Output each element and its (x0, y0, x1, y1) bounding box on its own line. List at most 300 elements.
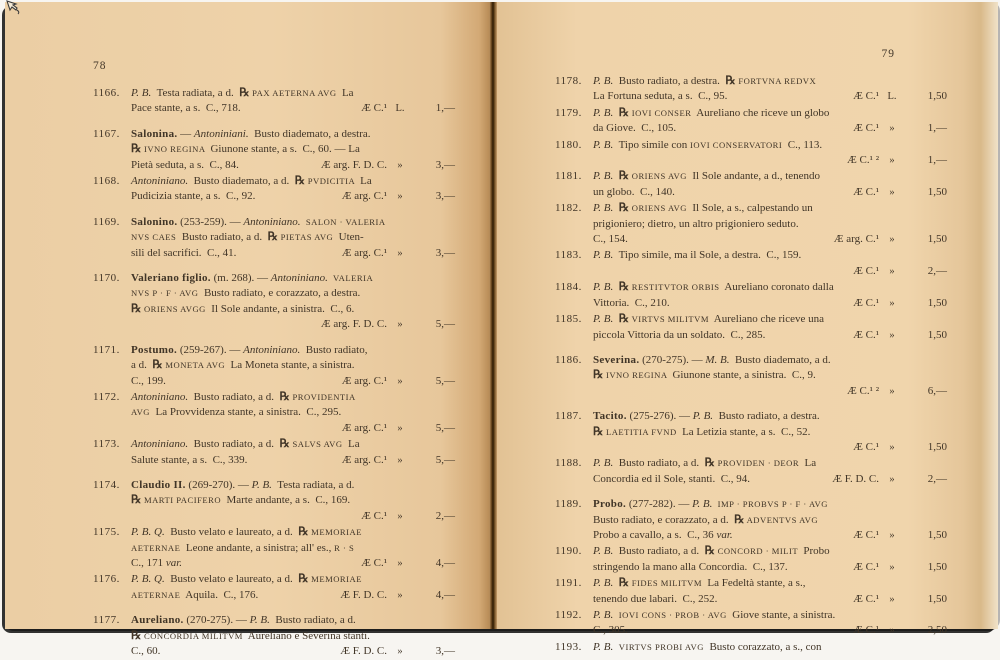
entry-text: ℞ MARTI PACIFERO Marte andante, a s. C., 169. (131, 494, 351, 507)
currency-mark: » (889, 297, 895, 309)
cursor-icon (5, 0, 23, 16)
reverse-mark-icon: ℞ (618, 313, 630, 326)
currency-mark: » (889, 234, 895, 246)
entry-text: Vittoria. C., 210. (593, 296, 670, 309)
entry-line (93, 644, 455, 659)
entry-text: Severina. (270-275). — M. B. Busto diademato, a d. (593, 353, 831, 366)
metal-grade-ref: Æ arg. C.¹ (341, 374, 387, 387)
entry-line (93, 588, 455, 603)
entry-line (93, 437, 455, 452)
reverse-mark-icon: ℞ (725, 75, 736, 87)
price-value: 3,— (435, 158, 455, 171)
currency-mark: » (889, 265, 895, 277)
entry-reference-columns (342, 189, 455, 204)
metal-grade-ref: Æ C.¹ (361, 102, 387, 115)
reverse-mark-icon: ℞ (131, 629, 142, 642)
entry-line (555, 623, 947, 638)
catalog-entry (555, 169, 947, 200)
page-left (5, 2, 489, 657)
entry-line (555, 106, 947, 121)
entry-line (93, 405, 455, 420)
catalog-entry (555, 280, 947, 311)
entry-reference-columns (321, 158, 455, 173)
entry-line (93, 358, 455, 373)
currency-mark: L. (887, 91, 897, 103)
currency-mark: » (397, 557, 403, 569)
entry-line (555, 153, 947, 168)
entry-reference-columns (853, 592, 947, 607)
entry-line (555, 425, 947, 440)
entry-number: 1186. (555, 353, 582, 366)
reverse-mark-icon: ℞ (618, 106, 630, 119)
metal-grade-ref: Æ C.¹ (853, 122, 879, 135)
entry-line (93, 215, 455, 230)
entry-line (93, 541, 455, 556)
metal-grade-ref: Æ C.¹ (361, 556, 387, 569)
entry-number: 1170. (93, 272, 120, 285)
metal-grade-ref: Æ C.¹ (853, 328, 879, 341)
metal-grade-ref: Æ C.¹ (853, 592, 879, 605)
entry-line (93, 572, 455, 587)
entry-line (555, 74, 947, 89)
entry-number: 1179. (555, 106, 582, 119)
entry-line (93, 230, 455, 245)
entries-left (93, 86, 455, 659)
reverse-mark-icon: ℞ (298, 526, 309, 539)
currency-mark: » (397, 646, 403, 657)
metal-grade-ref: Æ C.¹ (853, 264, 879, 277)
entry-line (555, 497, 947, 512)
entry-line (555, 264, 947, 279)
price-value: 1,— (927, 154, 947, 167)
entry-line (93, 127, 455, 142)
currency-mark: » (397, 247, 403, 259)
entry-text: a d. ℞ MONETA AVG La Moneta stante, a sinistra. (131, 359, 355, 372)
entry-text: ℞ LAETITIA FVND La Letizia stante, a s. C., 52. (593, 425, 811, 438)
catalog-entry (93, 343, 455, 389)
entry-line (555, 513, 947, 528)
entry-text: ℞ IVNO REGINA Giunone stante, a s. C., 60. — La (131, 143, 360, 156)
reverse-mark-icon: ℞ (734, 513, 745, 526)
entry-line (93, 493, 455, 508)
entry-number: 1180. (555, 138, 582, 151)
price-value: 1,— (927, 122, 947, 135)
price-value: 2,50 (927, 624, 947, 637)
entry-line (93, 374, 455, 389)
entry-text: ℞ IVNO REGINA Giunone stante, a sinistra. C., 9. (593, 369, 816, 382)
currency-mark: » (397, 454, 403, 466)
entry-reference-columns (361, 101, 455, 116)
entry-reference-columns (847, 153, 947, 168)
entry-number: 1187. (555, 410, 582, 423)
entry-reference-columns (853, 185, 947, 200)
catalog-entry (93, 86, 455, 117)
entry-text: Tacito. (275-276). — P. B. Busto radiato, a destra. (593, 410, 820, 423)
currency-mark: » (397, 375, 403, 387)
entry-line (555, 640, 947, 655)
entry-number: 1178. (555, 75, 582, 87)
catalog-entry (93, 525, 455, 571)
reverse-mark-icon: ℞ (618, 577, 630, 590)
reverse-mark-icon: ℞ (704, 457, 715, 470)
catalog-entry (555, 576, 947, 607)
entry-text: sili del sacrifici. C., 41. (131, 246, 237, 259)
entry-text: NVS P · F · AVG Busto radiato, e corazzato, a destra. (131, 287, 361, 300)
entry-text: Aureliano. (270-275). — P. B. Busto radiato, a d. (131, 614, 356, 627)
entry-reference-columns (321, 317, 455, 332)
entry-text: P. B. Busto radiato, a d. ℞ CONCORD · MILIT Probo (593, 545, 830, 558)
entry-number: 1173. (93, 438, 120, 451)
entry-reference-columns (361, 556, 455, 571)
metal-grade-ref: Æ arg. C.¹ (341, 453, 387, 466)
catalog-entry (555, 409, 947, 455)
entry-number: 1193. (555, 640, 582, 653)
reverse-mark-icon: ℞ (294, 175, 306, 188)
entry-line (555, 560, 947, 575)
metal-grade-ref: Æ C.¹ (853, 560, 879, 573)
metal-grade-ref: Æ F. D. C. (340, 645, 387, 657)
entry-line (93, 101, 455, 116)
metal-grade-ref: Æ arg. C.¹ (341, 421, 387, 434)
entry-text: Probo. (277-282). — P. B. IMP · PROBVS P · F · AVG (593, 498, 828, 511)
entry-number: 1189. (555, 498, 582, 511)
entry-number: 1169. (93, 215, 120, 228)
catalog-entry (93, 127, 455, 173)
entry-reference-columns (853, 560, 947, 575)
entry-line (555, 409, 947, 424)
currency-mark: » (889, 625, 895, 637)
entry-text: P. B. ℞ FIDES MILITVM La Fedeltà stante, a s., (593, 577, 806, 590)
price-value: 5,— (435, 318, 455, 331)
metal-grade-ref: Æ C.¹ (853, 296, 879, 309)
price-value: 5,— (435, 453, 455, 466)
book-gutter (489, 2, 497, 629)
catalog-entry (555, 312, 947, 343)
entry-text: P. B. Busto radiato, a d. ℞ PROVIDEN · DEOR La (593, 457, 817, 470)
entry-line (555, 368, 947, 383)
entry-number: 1168. (93, 175, 120, 188)
currency-mark: » (397, 159, 403, 171)
reverse-mark-icon: ℞ (131, 302, 142, 315)
entry-number: 1166. (93, 87, 120, 99)
entry-reference-columns (853, 89, 947, 104)
entry-line (555, 456, 947, 471)
price-value: 1,50 (927, 560, 947, 573)
currency-mark: » (397, 422, 403, 434)
entry-number: 1191. (555, 577, 582, 590)
metal-grade-ref: Æ C.¹ (853, 528, 879, 541)
entry-text: Probo a cavallo, a s. C., 36 var. (593, 528, 733, 541)
entry-line (555, 280, 947, 295)
reverse-mark-icon: ℞ (279, 390, 290, 403)
catalog-entry (555, 353, 947, 399)
entry-text: Pudicizia stante, a s. C., 92. (131, 190, 256, 203)
metal-grade-ref: Æ C.¹ (361, 509, 387, 522)
entry-text: C., 305. (593, 624, 628, 637)
entry-line (93, 556, 455, 571)
entry-number: 1176. (93, 573, 120, 586)
entry-text: P. B. Busto radiato, a destra. ℞ FORTVNA REDVX (593, 75, 817, 87)
price-value: 1,50 (927, 528, 947, 541)
entry-line (555, 185, 947, 200)
entry-text: Antoniniano. Busto diademato, a d. ℞ PVDICITIA La (131, 175, 372, 188)
entry-text: P. B. ℞ IOVI CONSER Aureliano che riceve un globo (593, 106, 830, 119)
entry-text: P. B. Tipo simile, ma il Sole, a destra. C., 159. (593, 249, 802, 262)
price-value: 1,50 (927, 328, 947, 341)
entry-text: Antoniniano. Busto radiato, a d. ℞ SALVS AVG La (131, 438, 360, 451)
entry-text: AVG La Provvidenza stante, a sinistra. C., 295. (131, 406, 342, 419)
entry-text: C., 171 var. (131, 556, 183, 569)
currency-mark: » (397, 589, 403, 601)
price-value: 2,— (927, 472, 947, 485)
metal-grade-ref: Æ arg. F. D. C. (320, 158, 387, 171)
entry-reference-columns (342, 453, 455, 468)
entry-line (93, 302, 455, 317)
entry-reference-columns (853, 328, 947, 343)
entry-line (555, 608, 947, 623)
price-value: 3,— (435, 645, 455, 657)
entry-text: C., 199. (131, 374, 166, 387)
reverse-mark-icon: ℞ (267, 231, 278, 244)
currency-mark: » (889, 593, 895, 605)
price-value: 4,— (435, 556, 455, 569)
entry-text: Salute stante, a s. C., 339. (131, 453, 248, 466)
entry-line (555, 217, 947, 232)
catalog-entry (93, 437, 455, 468)
currency-mark: » (889, 329, 895, 341)
entry-line (93, 509, 455, 524)
entry-text: C., 60. (131, 645, 161, 657)
entry-text: Claudio II. (269-270). — P. B. Testa radiata, a d. (131, 478, 355, 491)
entry-text: Salonina. — Antoniniani. Busto diademato, a destra. (131, 127, 371, 140)
reverse-mark-icon: ℞ (618, 281, 630, 294)
entry-reference-columns (340, 644, 455, 659)
entry-reference-columns (340, 588, 455, 603)
entry-text: ℞ ORIENS AVGG Il Sole andante, a sinistra. C., 6. (131, 302, 355, 315)
entry-text: P. B. Testa radiata, a d. ℞ PAX AETERNA AVG La (131, 87, 354, 99)
price-value: 1,50 (927, 440, 947, 453)
entry-text: Antoniniano. Busto radiato, a d. ℞ PROVIDENTIA (131, 390, 356, 403)
entry-line (93, 86, 455, 101)
metal-grade-ref: Æ C.¹ (853, 624, 879, 637)
entry-text: P. B. Q. Busto velato e laureato, a d. ℞ MEMORIAE (131, 573, 362, 586)
entry-line (93, 271, 455, 286)
metal-grade-ref: Æ arg. C.¹ (341, 246, 387, 259)
entry-text: tenendo due labari. C., 252. (593, 592, 718, 605)
entry-line (93, 629, 455, 644)
entry-line (555, 248, 947, 263)
entry-text: La Fortuna seduta, a s. C., 95. (593, 90, 728, 103)
entry-line (93, 174, 455, 189)
catalog-entry (555, 74, 947, 105)
entry-number: 1185. (555, 313, 582, 326)
price-value: 4,— (435, 588, 455, 601)
reverse-mark-icon: ℞ (618, 202, 630, 215)
metal-grade-ref: Æ C.¹ ² (847, 384, 879, 397)
entry-text: ℞ CONCORDIA MILITVM Aureliano e Severina stanti. (131, 629, 370, 642)
entry-text: da Giove. C., 105. (593, 122, 677, 135)
entry-line (555, 138, 947, 153)
price-value: 3,— (435, 190, 455, 203)
catalog-entry (93, 572, 455, 603)
entry-text: P. B. ℞ VIRTVS MILITVM Aureliano che riceve una (593, 313, 825, 326)
entry-number: 1181. (555, 170, 582, 183)
catalog-entry (93, 174, 455, 205)
currency-mark: » (889, 441, 895, 453)
entry-text: piccola Vittoria da un soldato. C., 285. (593, 328, 766, 341)
currency-mark: » (397, 510, 403, 522)
catalog-entry (555, 248, 947, 279)
entry-text: Salonino. (253-259). — Antoniniano. SALON · VALERIA (131, 215, 386, 228)
price-value: 1,50 (927, 90, 947, 103)
currency-mark: » (889, 155, 895, 167)
price-value: 2,— (927, 264, 947, 277)
entry-text: Valeriano figlio. (m. 268). — Antoniniano. VALERIA (131, 272, 374, 285)
entry-line (555, 201, 947, 216)
entry-reference-columns (342, 246, 455, 261)
entry-number: 1177. (93, 614, 120, 627)
entry-line (93, 142, 455, 157)
entry-line (555, 121, 947, 136)
entry-number: 1172. (93, 390, 120, 403)
entry-text: P. B. ℞ ORIENS AVG Il Sole andante, a d., tenendo (593, 170, 821, 183)
entry-reference-columns (853, 296, 947, 311)
catalog-entry (555, 106, 947, 137)
currency-mark: » (889, 473, 895, 485)
reverse-mark-icon: ℞ (131, 494, 142, 507)
entry-text: Pietà seduta, a s. C., 84. (131, 158, 239, 171)
entry-number: 1175. (93, 526, 120, 539)
entry-line (555, 576, 947, 591)
entry-reference-columns (342, 374, 455, 389)
entry-reference-columns (853, 264, 947, 279)
entry-text: AETERNAE Aquila. C., 176. (131, 588, 259, 601)
page-number-right: 79 (881, 48, 895, 60)
currency-mark: » (889, 561, 895, 573)
entry-number: 1184. (555, 281, 582, 294)
price-value: 1,50 (927, 296, 947, 309)
entry-line (93, 189, 455, 204)
reverse-mark-icon: ℞ (593, 425, 604, 438)
entry-text: prigioniero; dietro, un altro prigioniero seduto. (593, 217, 799, 230)
catalog-entry (555, 608, 947, 639)
entry-line (93, 317, 455, 332)
entry-line (555, 544, 947, 559)
price-value: 2,— (435, 509, 455, 522)
entry-reference-columns (853, 528, 947, 543)
entry-line (555, 440, 947, 455)
price-value: 5,— (435, 374, 455, 387)
entry-line (93, 613, 455, 628)
entry-line (555, 328, 947, 343)
entry-line (555, 528, 947, 543)
entry-reference-columns (853, 623, 947, 638)
reverse-mark-icon: ℞ (279, 438, 290, 451)
catalog-entry (93, 478, 455, 524)
currency-mark: » (889, 385, 895, 397)
entry-line (555, 472, 947, 487)
entry-number: 1182. (555, 202, 582, 215)
metal-grade-ref: Æ arg. F. D. C. (320, 318, 387, 331)
entry-text: P. B. Q. Busto velato e laureato, a d. ℞ MEMORIAE (131, 526, 362, 539)
entry-number: 1183. (555, 249, 582, 262)
reverse-mark-icon: ℞ (152, 359, 163, 372)
price-value: 6,— (927, 384, 947, 397)
entry-text: AETERNAE Leone andante, a sinistra; all' es., R · S (131, 541, 355, 554)
entry-text: P. B. VIRTVS PROBI AVG Busto corazzato, a s., con (593, 640, 822, 653)
entry-text: un globo. C., 140. (593, 185, 675, 198)
currency-mark: » (889, 186, 895, 198)
entries-right (555, 74, 947, 655)
price-value: 3,— (435, 246, 455, 259)
entry-line (93, 478, 455, 493)
price-value: 1,50 (927, 233, 947, 246)
page-right (497, 2, 998, 653)
currency-mark: L. (395, 103, 405, 115)
entry-number: 1190. (555, 545, 582, 558)
reverse-mark-icon: ℞ (131, 143, 142, 156)
catalog-entry (93, 271, 455, 333)
price-value: 1,50 (927, 592, 947, 605)
price-value: 1,50 (927, 185, 947, 198)
catalog-entry (93, 215, 455, 261)
catalog-entry (555, 640, 947, 655)
entry-reference-columns (342, 421, 455, 436)
entry-line (555, 592, 947, 607)
metal-grade-ref: Æ C.¹ (853, 90, 879, 103)
entry-reference-columns (853, 121, 947, 136)
entry-text: C., 154. (593, 233, 628, 246)
entry-line (93, 246, 455, 261)
catalog-entry (555, 497, 947, 543)
entry-line (555, 384, 947, 399)
page-number-left: 78 (93, 60, 107, 72)
entry-number: 1171. (93, 343, 120, 356)
currency-mark: » (889, 123, 895, 135)
entry-reference-columns (834, 232, 947, 247)
entry-line (555, 353, 947, 368)
entry-reference-columns (361, 509, 455, 524)
entry-text: P. B. ℞ ORIENS AVG Il Sole, a s., calpestando un (593, 202, 813, 215)
catalog-entry (93, 613, 455, 659)
entry-text: Pace stante, a s. C., 718. (131, 102, 241, 115)
entry-reference-columns (847, 384, 947, 399)
entry-number: 1174. (93, 478, 120, 491)
entry-number: 1192. (555, 609, 582, 621)
entry-line (93, 158, 455, 173)
book-spread (5, 2, 998, 657)
entry-line (93, 286, 455, 301)
reverse-mark-icon: ℞ (593, 369, 604, 382)
entry-text: Busto radiato, e corazzato, a d. ℞ ADVENTVS AVG (593, 513, 819, 526)
catalog-entry (93, 390, 455, 436)
metal-grade-ref: Æ arg. C.¹ (341, 190, 387, 203)
metal-grade-ref: Æ F. D. C. (340, 588, 387, 601)
currency-mark: » (889, 529, 895, 541)
catalog-entry (555, 201, 947, 247)
entry-text: P. B. ℞ RESTITVTOR ORBIS Aureliano coronato dalla (593, 281, 834, 294)
entry-line (93, 343, 455, 358)
entry-line (93, 525, 455, 540)
metal-grade-ref: Æ F. D. C. (832, 472, 879, 485)
entry-line (555, 232, 947, 247)
entry-line (555, 296, 947, 311)
reverse-mark-icon: ℞ (704, 545, 715, 558)
entry-text: P. B. IOVI CONS · PROB · AVG Giove stante, a sinistra. (593, 609, 836, 621)
entry-text: stringendo la mano alla Concordia. C., 137. (593, 560, 788, 573)
entry-reference-columns (853, 440, 947, 455)
entry-line (93, 453, 455, 468)
